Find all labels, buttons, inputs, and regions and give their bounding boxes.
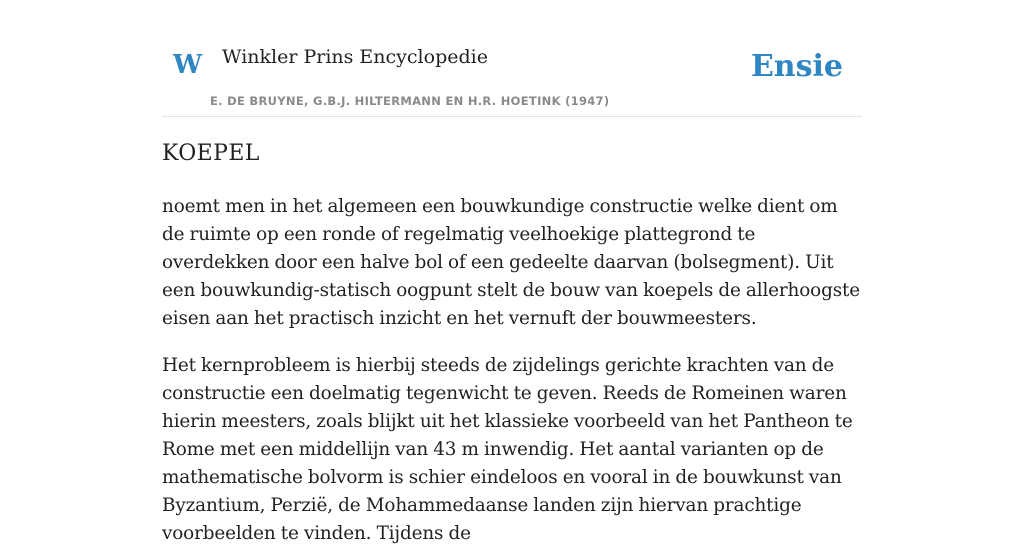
site-header (162, 0, 862, 117)
encyclopedia-title[interactable]: Winkler Prins Encyclopedie (222, 46, 488, 68)
encyclopedia-authors: E. DE BRUYNE, G.B.J. HILTERMANN EN H.R. HOETINK (1947) (210, 94, 610, 108)
winkler-prins-logo[interactable]: W (173, 50, 203, 80)
article-paragraph: noemt men in het algemeen een bouwkundige constructie welke dient om de ruimte op een ronde of regelmatig veelhoekige plattegrond te overdekken door een halve bol of een gedeelte daarvan (bolsegment). Uit een bouwkundig-statisch oogpunt stelt de bouw van koepels de allerhoogste eisen aan het practisch inzicht en het vernuft der bouwmeesters. (162, 196, 860, 329)
article-title: KOEPEL (162, 141, 260, 166)
ensie-logo[interactable]: Ensie (750, 49, 843, 84)
article (162, 138, 864, 548)
article-paragraph: Het kernprobleem is hierbij steeds de zijdelings gerichte krachten van de constructie een doelmatig tegenwicht te geven. Reeds de Romeinen waren hierin meesters, zoals blijkt uit het klassieke voorbeeld van het Pantheon te Rome met een middellijn van 43 m inwendig. Het aantal varianten op de mathematische bolvorm is schier eindeloos en vooral in de bouwkunst van Byzantium, Perzië, de Mohammedaanse landen zijn hiervan prachtige voorbeelden te vinden. Tijdens de (162, 355, 853, 544)
